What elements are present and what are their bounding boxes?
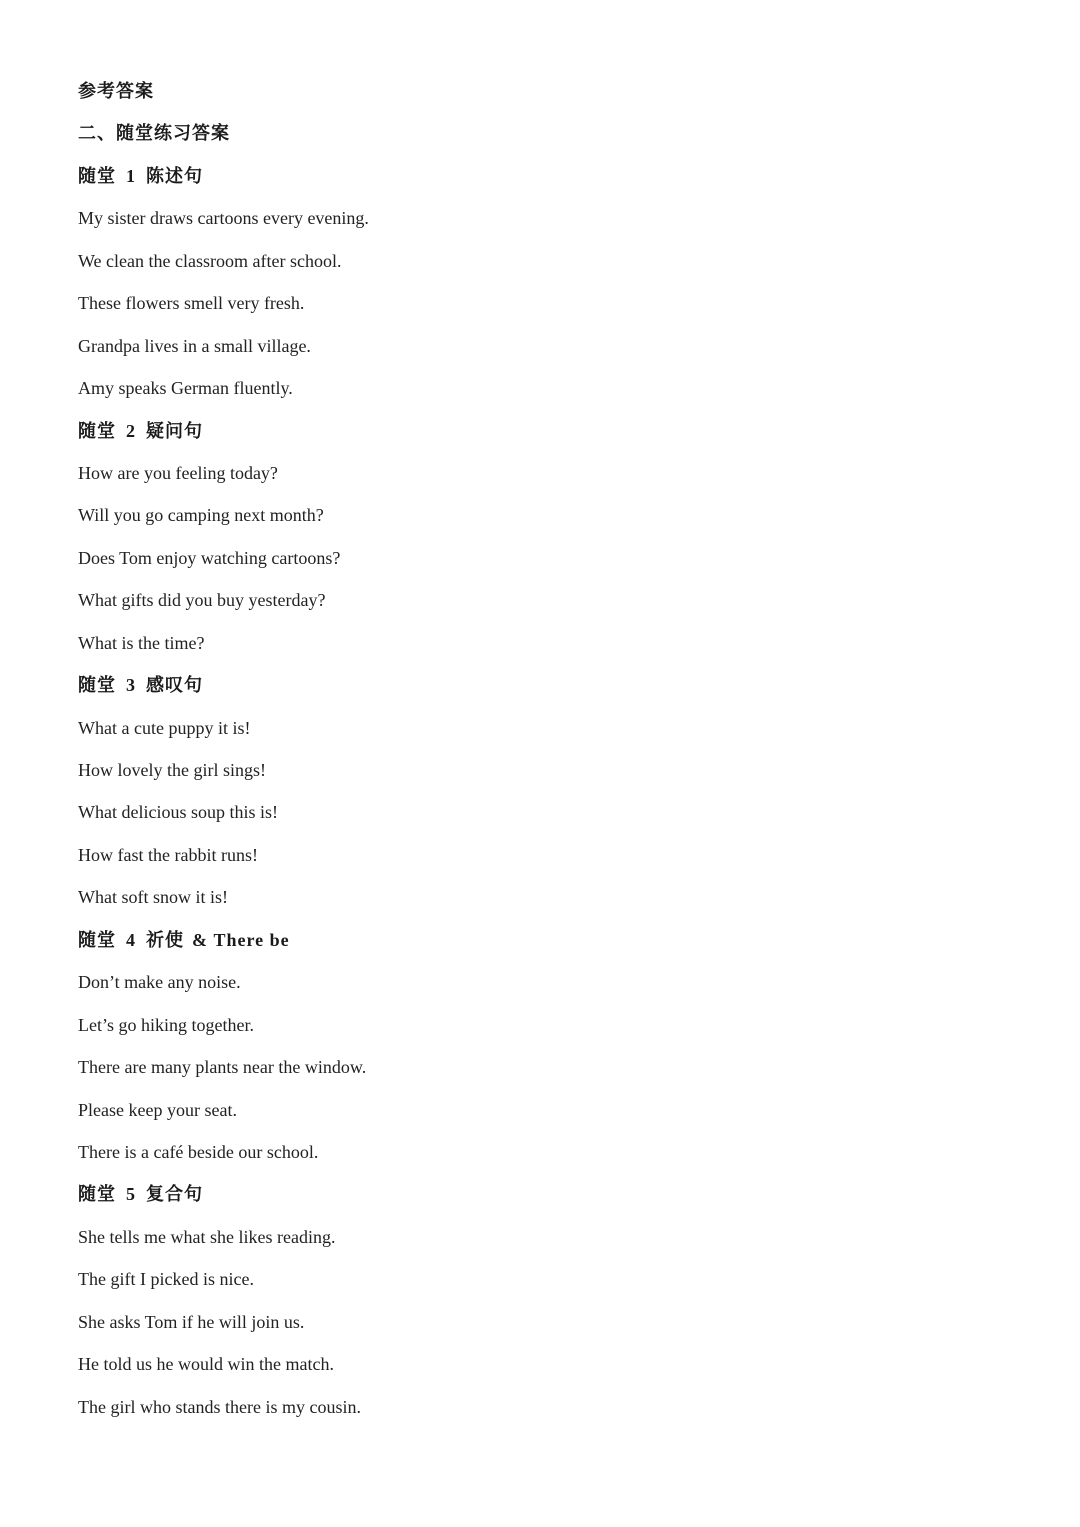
- section-heading-3: [78, 664, 998, 706]
- section-number: 1: [126, 165, 136, 186]
- answer-sentence: Please keep your seat.: [78, 1099, 237, 1120]
- answer-sentence: My sister draws cartoons every evening.: [78, 208, 369, 229]
- section-topic: 祈使: [146, 929, 184, 950]
- section-heading-1: [78, 155, 998, 197]
- answer-sentence: There are many plants near the window.: [78, 1057, 367, 1078]
- answer-document: [78, 70, 998, 1428]
- answer-sentence: How lovely the girl sings!: [78, 760, 266, 780]
- answer-sentence: What delicious soup this is!: [78, 802, 278, 823]
- answer-sentence: What gifts did you buy yesterday?: [78, 590, 326, 611]
- section-heading-2: [78, 410, 998, 452]
- answer-sentence: What a cute puppy it is!: [78, 717, 251, 738]
- section-label: 随堂: [78, 420, 116, 441]
- answer-sentence: What is the time?: [78, 632, 205, 653]
- section-topic: 陈述句: [146, 165, 203, 186]
- answer-sentence: She asks Tom if he will join us.: [78, 1311, 305, 1332]
- section-number: 3: [126, 675, 136, 696]
- answer-sentence: Amy speaks German fluently.: [78, 378, 293, 399]
- answer-sentence: We clean the classroom after school.: [78, 250, 342, 271]
- section-heading-4: [78, 919, 998, 961]
- answer-sentence: Will you go camping next month?: [78, 505, 324, 526]
- answer-sentence: What soft snow it is!: [78, 887, 228, 908]
- answer-sentence: Let’s go hiking together.: [78, 1014, 254, 1035]
- section-label: 随堂: [78, 165, 116, 186]
- document-subtitle: 二、随堂练习答案: [78, 123, 230, 144]
- section-label: 随堂: [78, 1184, 116, 1205]
- section-topic-extra: & There be: [192, 929, 290, 950]
- answer-sentence: He told us he would win the match.: [78, 1354, 334, 1375]
- answer-sentence: Grandpa lives in a small village.: [78, 335, 311, 356]
- section-topic: 感叹句: [146, 675, 203, 696]
- section-topic: 疑问句: [146, 420, 203, 441]
- document-title: 参考答案: [78, 81, 154, 101]
- answer-sentence: How are you feeling today?: [78, 462, 278, 483]
- section-number: 4: [126, 929, 136, 950]
- answer-sentence: Does Tom enjoy watching cartoons?: [78, 547, 341, 568]
- answer-sentence: Don’t make any noise.: [78, 972, 241, 993]
- answer-sentence: There is a café beside our school.: [78, 1141, 319, 1162]
- section-heading-5: [78, 1173, 998, 1215]
- section-label: 随堂: [78, 675, 116, 696]
- section-label: 随堂: [78, 929, 116, 950]
- section-number: 2: [126, 420, 136, 441]
- answer-sentence: These flowers smell very fresh.: [78, 293, 305, 314]
- answer-sentence: How fast the rabbit runs!: [78, 844, 258, 865]
- answer-sentence: The girl who stands there is my cousin.: [78, 1396, 361, 1417]
- section-topic: 复合句: [146, 1184, 203, 1205]
- answer-sentence: She tells me what she likes reading.: [78, 1226, 336, 1247]
- section-number: 5: [126, 1184, 136, 1205]
- answer-sentence: The gift I picked is nice.: [78, 1269, 254, 1290]
